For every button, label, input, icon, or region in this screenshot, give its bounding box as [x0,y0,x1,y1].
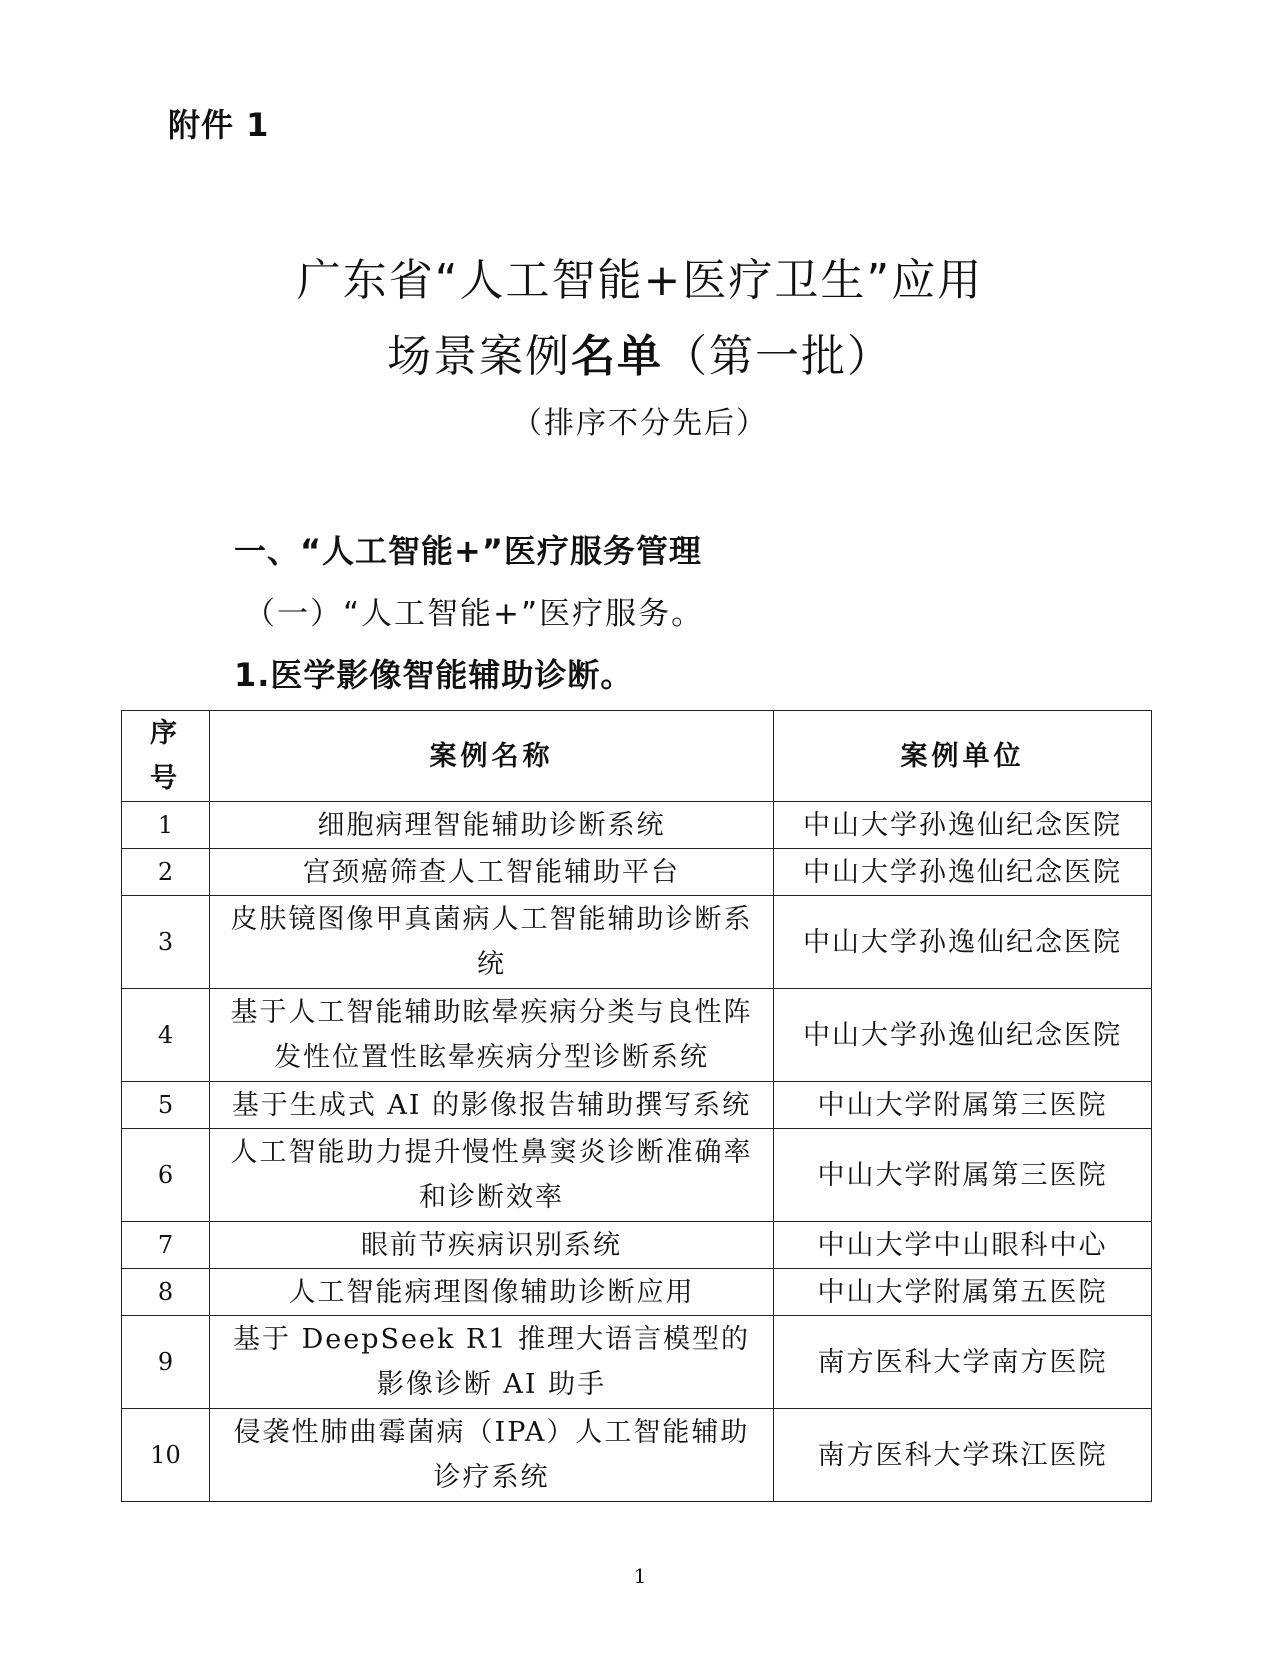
row-case-unit: 中山大学附属第三医院 [774,1129,1152,1222]
table-row [122,1222,1152,1269]
row-case-unit: 中山大学孙逸仙纪念医院 [774,849,1152,896]
row-no: 7 [122,1222,210,1269]
row-case-name: 皮肤镜图像甲真菌病人工智能辅助诊断系统 [210,896,774,989]
row-no: 6 [122,1129,210,1222]
table-row [122,896,1152,989]
row-no: 5 [122,1082,210,1129]
category-heading: 1.医学影像智能辅助诊断。 [234,656,634,694]
header-case-name: 案例名称 [210,711,774,802]
row-no: 10 [122,1409,210,1502]
row-case-unit: 中山大学孙逸仙纪念医院 [774,896,1152,989]
section-heading: 一、“人工智能+”医疗服务管理 [234,532,702,570]
row-case-unit: 中山大学孙逸仙纪念医院 [774,802,1152,849]
row-case-unit: 中山大学附属第三医院 [774,1082,1152,1129]
table-row [122,1129,1152,1222]
ordering-note: （排序不分先后） [512,406,768,441]
row-case-unit: 中山大学附属第五医院 [774,1269,1152,1316]
title-bold-part: 名单 [571,331,663,382]
row-case-name: 基于人工智能辅助眩晕疾病分类与良性阵发性位置性眩晕疾病分型诊断系统 [210,989,774,1082]
document-title-line1: 广东省“人工智能+医疗卫生”应用 [296,255,984,306]
table-row [122,849,1152,896]
case-table [121,710,1152,1502]
row-case-name: 人工智能助力提升慢性鼻窦炎诊断准确率和诊断效率 [210,1129,774,1222]
row-no: 1 [122,802,210,849]
row-case-name: 宫颈癌筛查人工智能辅助平台 [210,849,774,896]
row-case-unit: 中山大学孙逸仙纪念医院 [774,989,1152,1082]
table-row [122,802,1152,849]
title-regular-part: 场景案例 [387,331,571,382]
page-number: 1 [633,1564,647,1588]
row-case-name: 基于生成式 AI 的影像报告辅助撰写系统 [210,1082,774,1129]
row-case-unit: 中山大学中山眼科中心 [774,1222,1152,1269]
table-row [122,1269,1152,1316]
attachment-label: 附件 1 [168,106,270,144]
row-case-unit: 南方医科大学南方医院 [774,1316,1152,1409]
header-case-unit: 案例单位 [774,711,1152,802]
row-case-name: 侵袭性肺曲霉菌病（IPA）人工智能辅助诊疗系统 [210,1409,774,1502]
document-title-line2 [0,320,1280,384]
row-no: 3 [122,896,210,989]
row-case-name: 基于 DeepSeek R1 推理大语言模型的影像诊断 AI 助手 [210,1316,774,1409]
table-row [122,1082,1152,1129]
row-case-unit: 南方医科大学珠江医院 [774,1409,1152,1502]
header-no: 序号 [122,711,210,802]
row-no: 8 [122,1269,210,1316]
subsection-heading: （一）“人工智能+”医疗服务。 [244,596,705,632]
table-header-row [122,711,1152,802]
row-case-name: 细胞病理智能辅助诊断系统 [210,802,774,849]
table-row [122,989,1152,1082]
row-no: 2 [122,849,210,896]
table-row [122,1409,1152,1502]
row-no: 4 [122,989,210,1082]
row-case-name: 人工智能病理图像辅助诊断应用 [210,1269,774,1316]
table-row [122,1316,1152,1409]
title-batch-part: （第一批） [663,331,893,382]
row-no: 9 [122,1316,210,1409]
row-case-name: 眼前节疾病识别系统 [210,1222,774,1269]
